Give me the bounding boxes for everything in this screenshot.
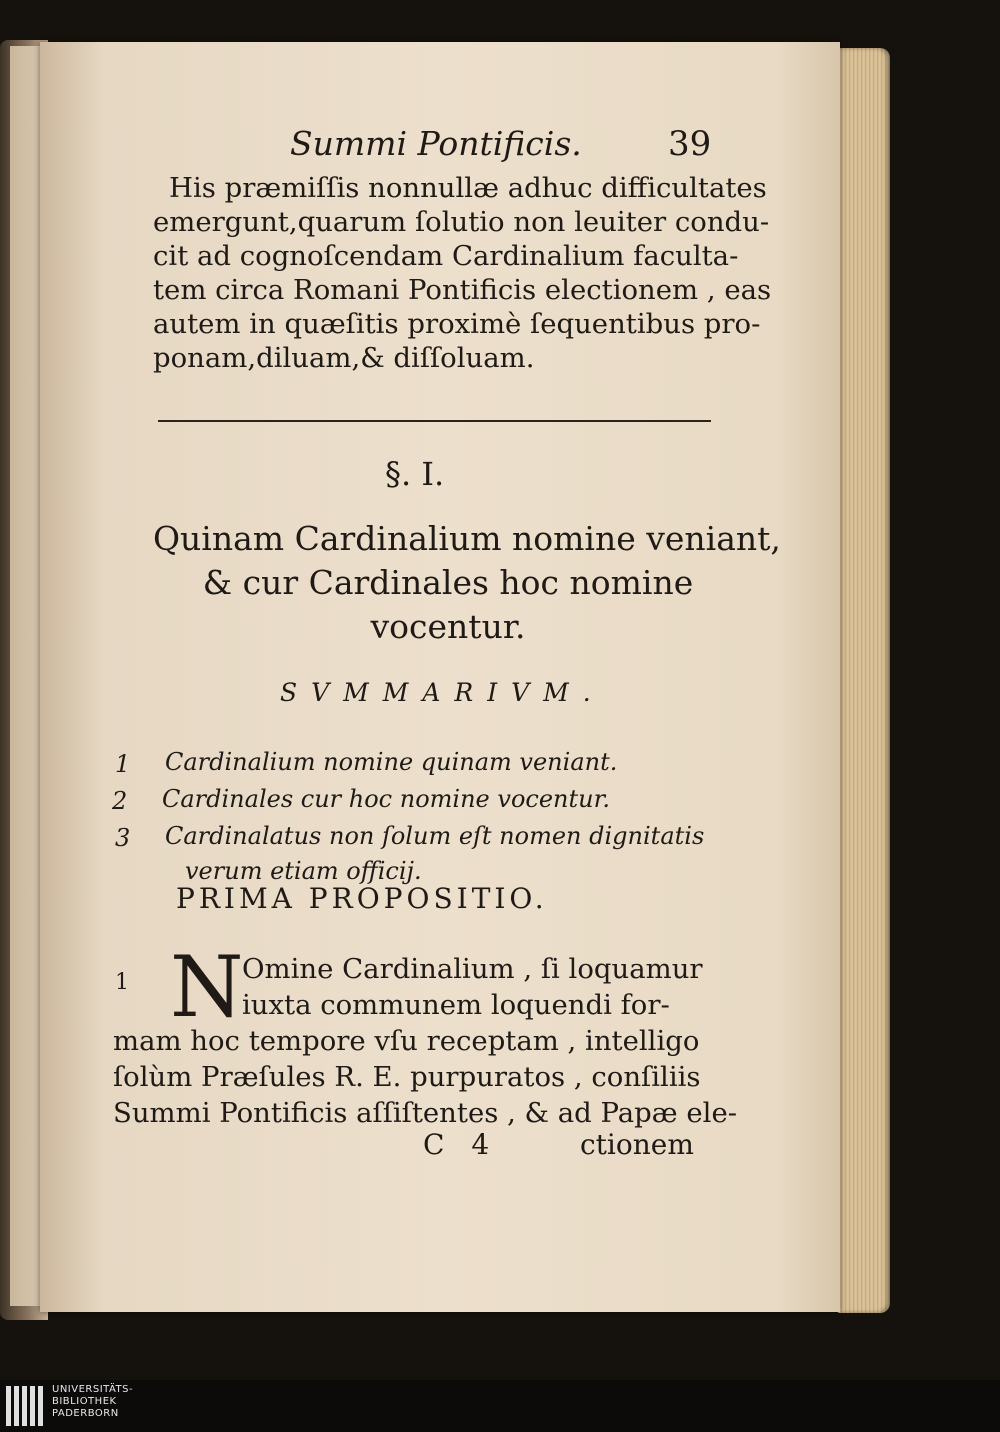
- summary-item: Cardinales cur hoc nomine vocentur.: [162, 785, 611, 813]
- drop-cap: N: [170, 938, 244, 1036]
- text-line: mam hoc tempore vſu receptam , intelligo: [113, 1025, 700, 1057]
- summary-number: 1: [115, 750, 131, 778]
- summary-title: SVMMARIVM.: [280, 678, 605, 707]
- signature-mark: C 4: [423, 1128, 490, 1161]
- page-fore-edge: [838, 48, 890, 1313]
- margin-number: 1: [115, 970, 129, 995]
- summary-item-continuation: verum etiam officij.: [185, 857, 422, 885]
- text-line: emergunt,quarum ſolutio non leuiter condu-: [153, 206, 770, 238]
- summary-item: Cardinalium nomine quinam veniant.: [165, 748, 618, 776]
- library-logo-icon: [6, 1386, 46, 1426]
- heading-line: vocentur.: [370, 607, 526, 646]
- text-line: cit ad cognoſcendam Cardinalium faculta-: [153, 240, 739, 272]
- running-header: Summi Pontificis.: [290, 124, 582, 163]
- footer-bar: [0, 1380, 1000, 1432]
- logo-text-line: UNIVERSITÄTS-: [52, 1384, 134, 1395]
- section-mark: §. I.: [385, 455, 445, 493]
- proposition-title: PRIMA PROPOSITIO.: [176, 882, 548, 915]
- summary-item: Cardinalatus non ſolum eſt nomen dignitatis: [165, 822, 705, 850]
- logo-text-line: PADERBORN: [52, 1408, 119, 1419]
- page-number: 39: [668, 124, 712, 164]
- text-line: tem circa Romani Pontificis electionem , eas: [153, 274, 772, 306]
- book-page: [40, 42, 840, 1312]
- heading-line: Quinam Cardinalium nomine veniant,: [153, 519, 781, 558]
- text-line: autem in quæſitis proximè ſequentibus pro-: [153, 308, 761, 340]
- summary-number: 3: [115, 824, 131, 852]
- text-line: His præmiſſis nonnullæ adhuc difficultates: [169, 172, 767, 204]
- text-line: Summi Pontificis aſſiſtentes , & ad Papæ ele-: [113, 1097, 738, 1129]
- text-line: ponam,diluam,& diſſoluam.: [153, 342, 535, 374]
- logo-text-line: BIBLIOTHEK: [52, 1396, 117, 1407]
- summary-number: 2: [112, 787, 128, 815]
- heading-line: & cur Cardinales hoc nomine: [202, 563, 694, 602]
- text-line: ſolùm Præſules R. E. purpuratos , conſiliis: [113, 1061, 701, 1093]
- horizontal-rule: [158, 420, 711, 422]
- text-line: Omine Cardinalium , ſi loquamur: [242, 953, 703, 985]
- catchword: ctionem: [580, 1128, 694, 1161]
- text-line: iuxta communem loquendi for-: [242, 989, 670, 1021]
